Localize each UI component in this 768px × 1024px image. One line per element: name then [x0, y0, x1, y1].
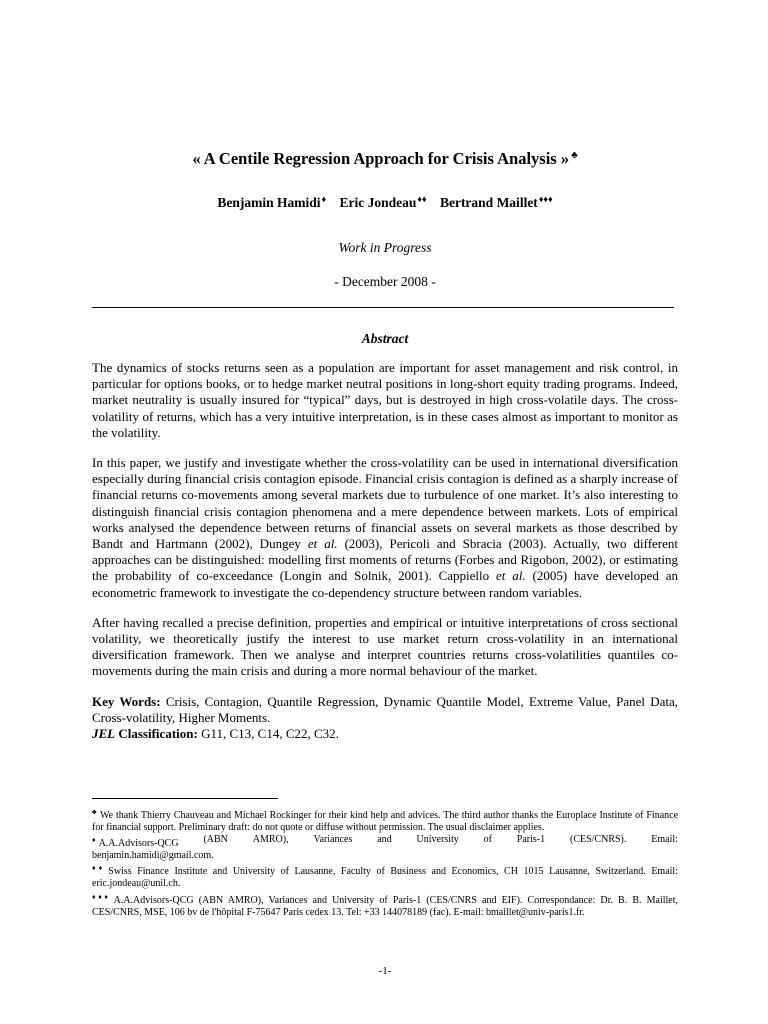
footnote-mark: ♣: [92, 808, 97, 816]
footnote-word: University: [416, 834, 459, 846]
footnote-word: AMRO),: [252, 834, 289, 846]
keywords-text: Crisis, Contagion, Quantile Regression, Dynamic Quantile Model, Extreme Value, Panel Data, Cross-volatility, Higher Moments.: [92, 693, 679, 725]
footnote-word: (CES/CNRS).: [569, 834, 627, 846]
footnote-mark: ♦: [92, 836, 96, 845]
footnote-mark: ♦♦♦: [92, 892, 111, 901]
page-number: -1-: [378, 965, 392, 977]
footnote-3: [92, 862, 678, 890]
author-name: Benjamin Hamidi: [217, 195, 321, 210]
footnote-word: and: [377, 834, 392, 846]
abstract-paragraph-3: After having recalled a precise definition, properties and empirical or intuitive interpretations of cross sectional volatility, we theoretically justify the interest to use market return cross-volatility in an international diversification framework. Then we analyse and interpret countries returns cross-volatilities quantiles co-movements during the main crisis and during a more normal behaviour of the market.: [92, 614, 678, 679]
footnote-separator: [92, 798, 278, 799]
jel-codes: G11, C13, C14, C22, C32.: [197, 726, 339, 742]
author-list: [92, 190, 678, 212]
jel-label-italic: JEL: [92, 726, 116, 742]
paragraph-text: (2005) have developed an econometric framework to investigate the co-dependency structure between random variables.: [92, 568, 679, 600]
title-footnote-mark: ♣: [571, 150, 578, 161]
jel-label-rest: Classification:: [115, 726, 198, 742]
author-footnote-mark: ♦: [321, 194, 327, 204]
et-al-italic: et al.: [496, 568, 526, 584]
paper-title: [92, 146, 678, 169]
footnote-2: [92, 834, 678, 850]
author-maillet: [440, 195, 553, 210]
horizontal-rule: [92, 307, 674, 308]
footnote-text: Swiss Finance Institute and University of Lausanne, Faculty of Business and Economics, CH 1015 Lausanne, Switzerland. Email: eric.jondeau@unil.ch.: [92, 866, 678, 890]
title-text: « A Centile Regression Approach for Crisis Analysis »: [192, 149, 570, 168]
jel-line: [92, 726, 678, 742]
footnote-word: (ABN: [203, 834, 228, 846]
footnote-2-start: [92, 834, 179, 850]
abstract-paragraph-2: [92, 455, 678, 601]
footnote-text: We thank Thierry Chauveau and Michael Rockinger for their kind help and advices. The third author thanks the Europlace Institute of Finance for financial support. Preliminary draft: do not quote or diffuse without permission. The usual disclaimer applies.: [92, 810, 679, 834]
footnote-word: Paris-1: [516, 834, 546, 846]
footnote-word: Email:: [651, 834, 678, 846]
footnote-word: Variances: [313, 834, 353, 846]
author-footnote-mark: ♦♦: [417, 194, 427, 204]
footnote-text: A.A.Advisors-QCG (ABN AMRO), Variances and University of Paris-1 (CES/CNRS and EIF). Correspondance: Dr. B. B. Maillet, CES/CNRS, MSE, 106 bv de l'hôpital F-75647 Paris cedex 13. Tel: +33 144078189 (fac). E-mail: bmaillet@univ-paris1.fr.: [92, 894, 678, 918]
footnote-1: [92, 806, 678, 834]
author-jondeau: [340, 195, 427, 210]
abstract-heading: Abstract: [361, 331, 409, 346]
paragraph-text: (2003), Pericoli and Sbracia (2003). Actually, two different approaches can be distinguished: modelling first moments of returns (Forbes and Rigobon, 2002), or estimating the probability of co-exceedance (Longin and Solnik, 2001). Cappiello: [92, 536, 679, 584]
paragraph-text: In this paper, we justify and investigate whether the cross-volatility can be used in international diversification especially during financial crisis contagion episode. Financial crisis contagion is defined as a sharply increase of financial returns co-movements among several markets due to turbulence of one market. It’s also interesting to distinguish financial crisis contagion phenomena and a mere dependence between markets. Lots of empirical works analysed the dependence between returns of financial assets on several markets as those described by Bandt and Hartmann (2002), Dungey: [92, 455, 678, 552]
footnote-word: of: [483, 834, 492, 846]
paper-page: [92, 0, 678, 1024]
abstract-body: [92, 360, 678, 742]
keywords-label: Key Words:: [92, 693, 161, 709]
author-name: Eric Jondeau: [339, 195, 417, 210]
abstract-paragraph-1: The dynamics of stocks returns seen as a population are important for asset management and risk control, in particular for options books, or to hedge market neutral positions in long-short equity trading programs. Indeed, market neutrality is usually insured for “typical” days, but is destroyed in high cross-volatile days. The cross-volatility of returns, which has a very intuitive interpretation, is in these cases almost as important to monitor as the volatility.: [92, 360, 678, 440]
author-footnote-mark: ♦♦♦: [538, 194, 553, 204]
footnote-mark: ♦♦: [92, 864, 106, 873]
author-hamidi: [217, 195, 326, 210]
footnote-4: [92, 891, 678, 919]
jel-label: [92, 726, 198, 741]
footnote-word: A.A.Advisors-QCG: [98, 838, 179, 850]
author-name: Bertrand Maillet: [439, 195, 538, 210]
et-al-italic: et al.: [307, 536, 338, 552]
paper-status: Work in Progress: [338, 240, 432, 255]
paper-date: - December 2008 -: [334, 274, 436, 289]
keywords-line: [92, 694, 678, 726]
footnote-2-email: benjamin.hamidi@gmail.com.: [92, 850, 214, 862]
footnotes: [92, 806, 678, 919]
